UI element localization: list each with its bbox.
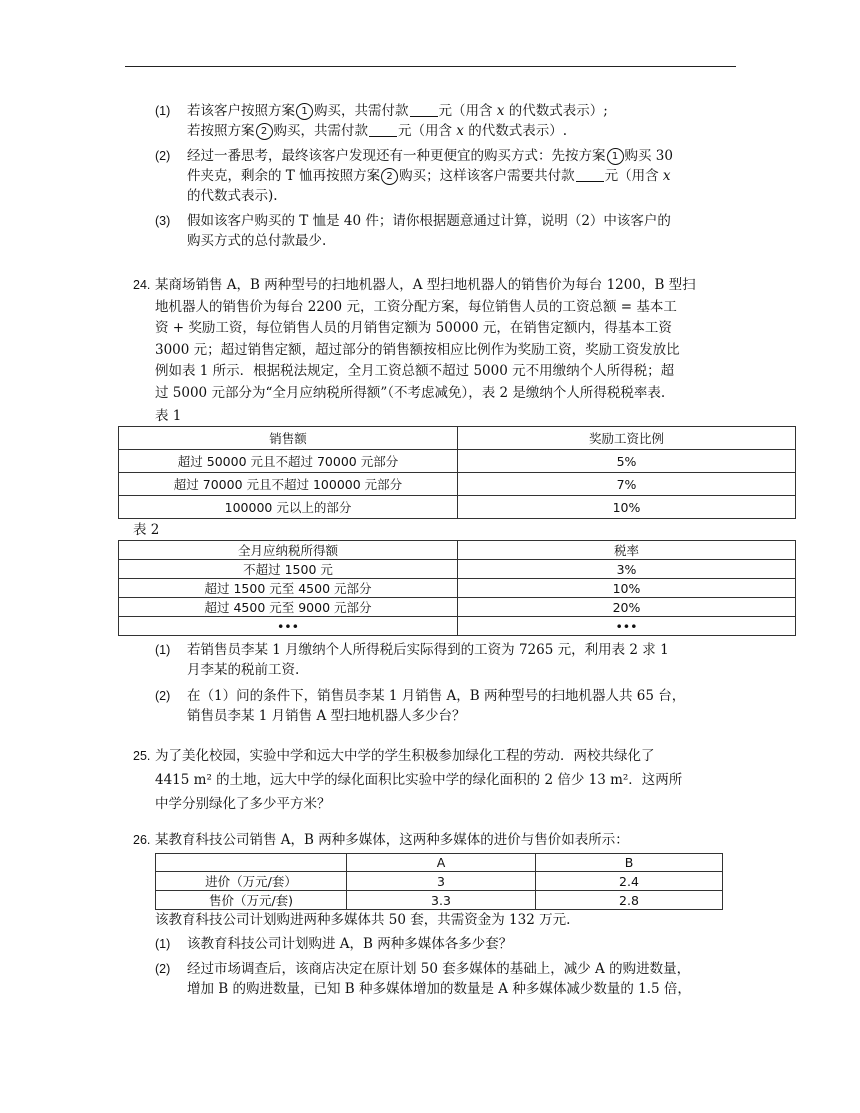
subquestion-line: 经过市场调查后，该商店决定在原计划 50 套多媒体的基础上，减少 A 的购进数量，: [187, 961, 691, 977]
table-2-header-cell: 税率: [458, 541, 796, 560]
text-segment: 元（用含: [398, 123, 457, 139]
table-2-header-cell: 全月应纳税所得额: [119, 541, 458, 560]
table-3: [155, 853, 723, 910]
table-3-header-cell: A: [347, 854, 536, 872]
table-2-cell: 超过 1500 元至 4500 元部分: [119, 579, 458, 598]
variable-x: x: [496, 103, 505, 119]
subquestion-number: (1): [155, 104, 171, 118]
table-1-cell: 超过 50000 元且不超过 70000 元部分: [119, 450, 458, 473]
header-rule: [125, 66, 736, 67]
subquestion-line: [187, 211, 671, 231]
circled-number: 1: [296, 103, 313, 120]
variable-x: x: [662, 168, 671, 184]
stem-line: 过 5000 元部分为“全月应纳税所得额”（不考虑减免），表 2 是缴纳个人所得税税率表.: [155, 384, 666, 401]
subquestion-line: [187, 101, 608, 121]
subquestion-number: (1): [155, 937, 171, 951]
table-3-cell: 3.3: [347, 891, 536, 910]
circled-number: 2: [256, 123, 273, 140]
text-segment: 购买 30: [624, 148, 673, 164]
table-1-cell: 5%: [458, 450, 796, 473]
table-2-cell: 不超过 1500 元: [119, 560, 458, 579]
table-3-cell: 2.4: [536, 872, 723, 891]
question-24-number: 24.: [133, 278, 151, 292]
table-3-header-cell: B: [536, 854, 723, 872]
text-segment: 购买方式的总付款最少.: [187, 233, 327, 249]
text-line: 中学分别绿化了多少平方米？: [155, 796, 331, 812]
subquestion-line: 销售员李某 1 月销售 A 型扫地机器人多少台？: [187, 708, 466, 724]
table-1-caption: 表 1: [155, 408, 182, 424]
table-3-cell: 进价（万元/套）: [156, 872, 347, 891]
answer-blank: [410, 102, 438, 117]
stem-line: 例如表 1 所示．根据税法规定，全月工资总额不超过 5000 元不用缴纳个人所得税；超: [155, 363, 675, 379]
text-segment: 若按照方案: [187, 123, 255, 139]
table-2-cell: 超过 4500 元至 9000 元部分: [119, 598, 458, 617]
stem-line: 地机器人的销售价为每台 2200 元，工资分配方案，每位销售人员的工资总额 = 基本工: [155, 298, 677, 315]
stem-line: 资 + 奖励工资，每位销售人员的月销售定额为 50000 元，在销售定额内，得基本工资: [155, 320, 672, 336]
answer-blank: [369, 122, 397, 137]
table-2-cell: 10%: [458, 579, 796, 598]
subquestion-number: (2): [155, 689, 171, 703]
text-segment: 购买；这样该客户需要共付款: [399, 168, 575, 184]
text-line: 4415 m² 的土地，远大中学的绿化面积比实验中学的绿化面积的 2 倍少 13 m²．这两所: [155, 772, 683, 788]
subquestion-number: (2): [155, 149, 171, 163]
text-segment: 的代数式表示).: [187, 188, 278, 204]
subquestion-line: 在（1）问的条件下，销售员李某 1 月销售 A，B 两种型号的扫地机器人共 65 台，: [187, 688, 686, 704]
table-3-cell: 2.8: [536, 891, 723, 910]
table-3-cell: 售价（万元/套): [156, 891, 347, 910]
variable-x: x: [456, 123, 464, 139]
table-1-cell: 7%: [458, 473, 796, 496]
table-3-cell: 3: [347, 872, 536, 891]
table-2-cell: 20%: [458, 598, 796, 617]
stem-line: 某商场销售 A，B 两种型号的扫地机器人，A 型扫地机器人的销售价为每台 1200，B 型扫: [155, 277, 696, 293]
subquestion-number: (1): [155, 643, 171, 657]
table-1-cell: 超过 70000 元且不超过 100000 元部分: [119, 473, 458, 496]
table-1-cell: 100000 元以上的部分: [119, 496, 458, 519]
answer-blank: [576, 167, 604, 182]
circled-number: 2: [381, 168, 398, 185]
table-2-cell: •••: [119, 617, 458, 636]
text-segment: 经过一番思考，最终该客户发现还有一种更便宜的购买方式：先按方案: [187, 148, 606, 164]
question-25-number: 25.: [133, 749, 151, 763]
table-2-cell: 3%: [458, 560, 796, 579]
subquestion-line: [187, 231, 326, 251]
subquestion-line: [187, 166, 671, 186]
subquestion-line: 该教育科技公司计划购进 A，B 两种多媒体各多少套？: [187, 936, 513, 952]
subquestion-number: (2): [155, 962, 171, 976]
table-1-cell: 10%: [458, 496, 796, 519]
text-segment: 元（用含: [604, 168, 663, 184]
subquestion-line: 若销售员李某 1 月缴纳个人所得税后实际得到的工资为 7265 元，利用表 2 求 1: [187, 642, 669, 658]
text-segment: 件夹克，剩余的 T 恤再按照方案: [187, 168, 381, 184]
subquestion-line: 增加 B 的购进数量，已知 B 种多媒体增加的数量是 A 种多媒体减少数量的 1.5 倍，: [187, 981, 691, 997]
table-1-header-cell: 奖励工资比例: [458, 427, 796, 450]
question-26-stem: 某教育科技公司销售 A，B 两种多媒体，这两种多媒体的进价与售价如表所示：: [155, 832, 629, 848]
text-segment: 若该客户按照方案: [187, 103, 295, 119]
table-2-cell: •••: [458, 617, 796, 636]
subquestion-line: [187, 146, 673, 166]
subquestion-line: [187, 186, 278, 206]
table-2-caption: 表 2: [133, 522, 160, 538]
text-segment: 购买，共需付款: [273, 123, 368, 139]
question-26-after-table: 该教育科技公司计划购进两种多媒体共 50 套，共需资金为 132 万元.: [155, 912, 571, 928]
circled-number: 1: [607, 148, 624, 165]
text-segment: 元（用含: [438, 103, 497, 119]
question-26-number: 26.: [133, 833, 151, 847]
subquestion-number: (3): [155, 214, 171, 228]
stem-line: 3000 元；超过销售定额，超过部分的销售额按相应比例作为奖励工资，奖励工资发放比: [155, 341, 680, 358]
subquestion-line: 月李某的税前工资.: [187, 662, 300, 678]
text-segment: 购买，共需付款: [314, 103, 409, 119]
table-1-header-cell: 销售额: [119, 427, 458, 450]
text-segment: 的代数式表示）;: [504, 103, 608, 119]
table-2: [118, 540, 796, 636]
table-1: [118, 426, 796, 519]
subquestion-line: [187, 121, 567, 141]
text-line: 为了美化校园，实验中学和远大中学的学生积极参加绿化工程的劳动．两校共绿化了: [155, 748, 655, 764]
table-3-cell: [156, 854, 347, 872]
text-segment: 的代数式表示）.: [463, 123, 568, 139]
text-segment: 假如该客户购买的 T 恤是 40 件；请你根据题意通过计算，说明（2）中该客户的: [187, 213, 671, 229]
